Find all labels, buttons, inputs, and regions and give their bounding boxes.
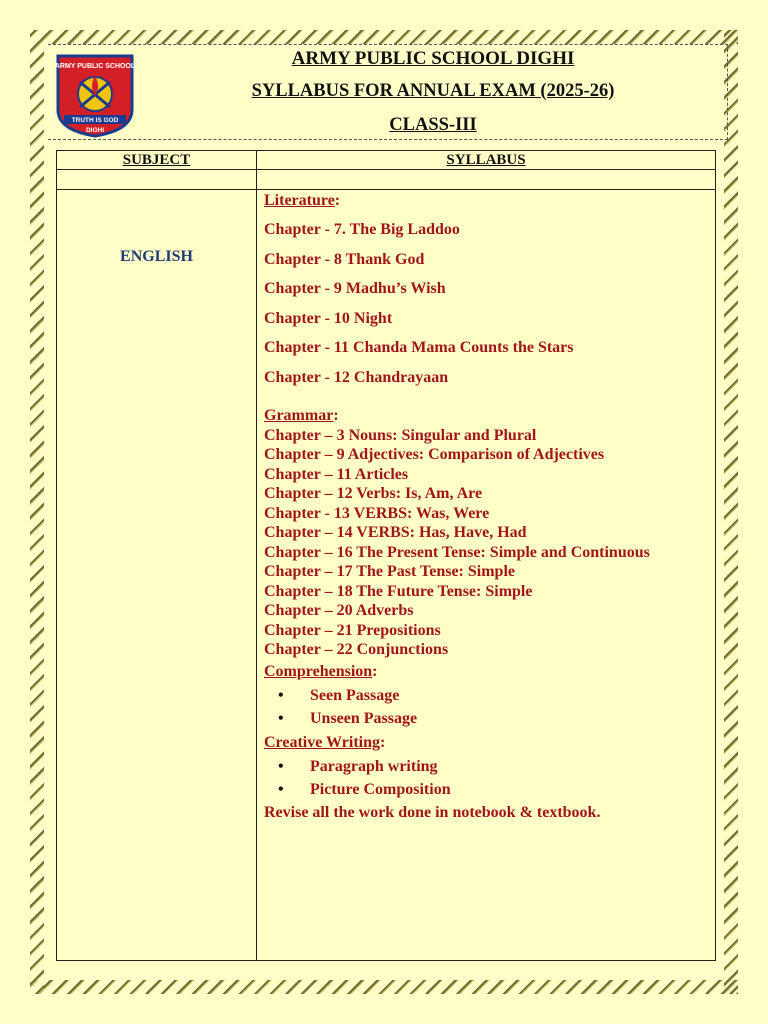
list-item: Chapter – 12 Verbs: Is, Am, Are bbox=[264, 485, 483, 503]
table-row bbox=[57, 190, 716, 961]
grammar-heading: Grammar: bbox=[264, 406, 339, 424]
creative-writing-heading: Creative Writing: bbox=[264, 733, 386, 751]
comprehension-heading: Comprehension: bbox=[264, 662, 378, 680]
list-item: Chapter - 13 VERBS: Was, Were bbox=[264, 504, 490, 522]
list-item: Chapter – 11 Articles bbox=[264, 465, 409, 483]
list-item: Chapter – 9 Adjectives: Comparison of Adjectives bbox=[264, 446, 605, 464]
creative-writing-list bbox=[264, 755, 709, 802]
list-item: Chapter – 18 The Future Tense: Simple bbox=[264, 582, 533, 600]
exam-title: SYLLABUS FOR ANNUAL EXAM (2025-26) bbox=[251, 81, 615, 101]
syllabus-table bbox=[56, 150, 716, 961]
list-item: Chapter - 12 Chandrayaan bbox=[264, 368, 449, 386]
page-border-bottom bbox=[30, 980, 738, 994]
school-name: ARMY PUBLIC SCHOOL DIGHI bbox=[291, 48, 575, 69]
class-title: CLASS-III bbox=[389, 115, 477, 135]
list-item: Chapter – 21 Prepositions bbox=[264, 621, 441, 639]
list-item: Chapter - 10 Night bbox=[264, 309, 393, 327]
logo-motto: TRUTH IS GOD bbox=[71, 117, 119, 124]
grammar-list bbox=[264, 426, 709, 660]
syllabus-column-header: SYLLABUS bbox=[257, 151, 716, 170]
empty-row bbox=[57, 170, 716, 190]
comprehension-list bbox=[264, 684, 709, 731]
list-item: Chapter – 3 Nouns: Singular and Plural bbox=[264, 426, 537, 444]
table-header-row bbox=[57, 151, 716, 170]
school-logo bbox=[54, 52, 136, 138]
page-border-left bbox=[30, 30, 44, 994]
logo-top-text: ARMY PUBLIC SCHOOL bbox=[54, 63, 136, 70]
list-item: Chapter – 16 The Present Tense: Simple and Continuous bbox=[264, 543, 650, 561]
list-item: Chapter - 9 Madhu’s Wish bbox=[264, 280, 446, 298]
logo-place: DIGHI bbox=[85, 127, 105, 134]
list-item: • Seen Passage bbox=[264, 684, 709, 708]
page-border-top bbox=[30, 30, 738, 44]
subject-name: ENGLISH bbox=[120, 248, 193, 265]
list-item: Chapter – 14 VERBS: Has, Have, Had bbox=[264, 524, 527, 542]
list-item: • Picture Composition bbox=[264, 778, 709, 802]
literature-heading: Literature: bbox=[264, 192, 341, 209]
list-item: Chapter - 11 Chanda Mama Counts the Stars bbox=[264, 339, 574, 357]
list-item: Chapter – 20 Adverbs bbox=[264, 602, 414, 620]
list-item: Chapter - 8 Thank God bbox=[264, 250, 425, 268]
list-item: Chapter - 7. The Big Laddoo bbox=[264, 221, 460, 238]
list-item: Chapter – 22 Conjunctions bbox=[264, 641, 449, 659]
subject-cell bbox=[57, 190, 257, 961]
literature-list bbox=[264, 220, 709, 398]
list-item: • Paragraph writing bbox=[264, 755, 709, 779]
page-border-right bbox=[724, 30, 738, 994]
revise-note: Revise all the work done in notebook & textbook. bbox=[264, 803, 601, 821]
subject-column-header: SUBJECT bbox=[57, 151, 257, 170]
syllabus-cell bbox=[257, 190, 716, 961]
list-item: Chapter – 17 The Past Tense: Simple bbox=[264, 563, 515, 581]
list-item: • Unseen Passage bbox=[264, 707, 709, 731]
